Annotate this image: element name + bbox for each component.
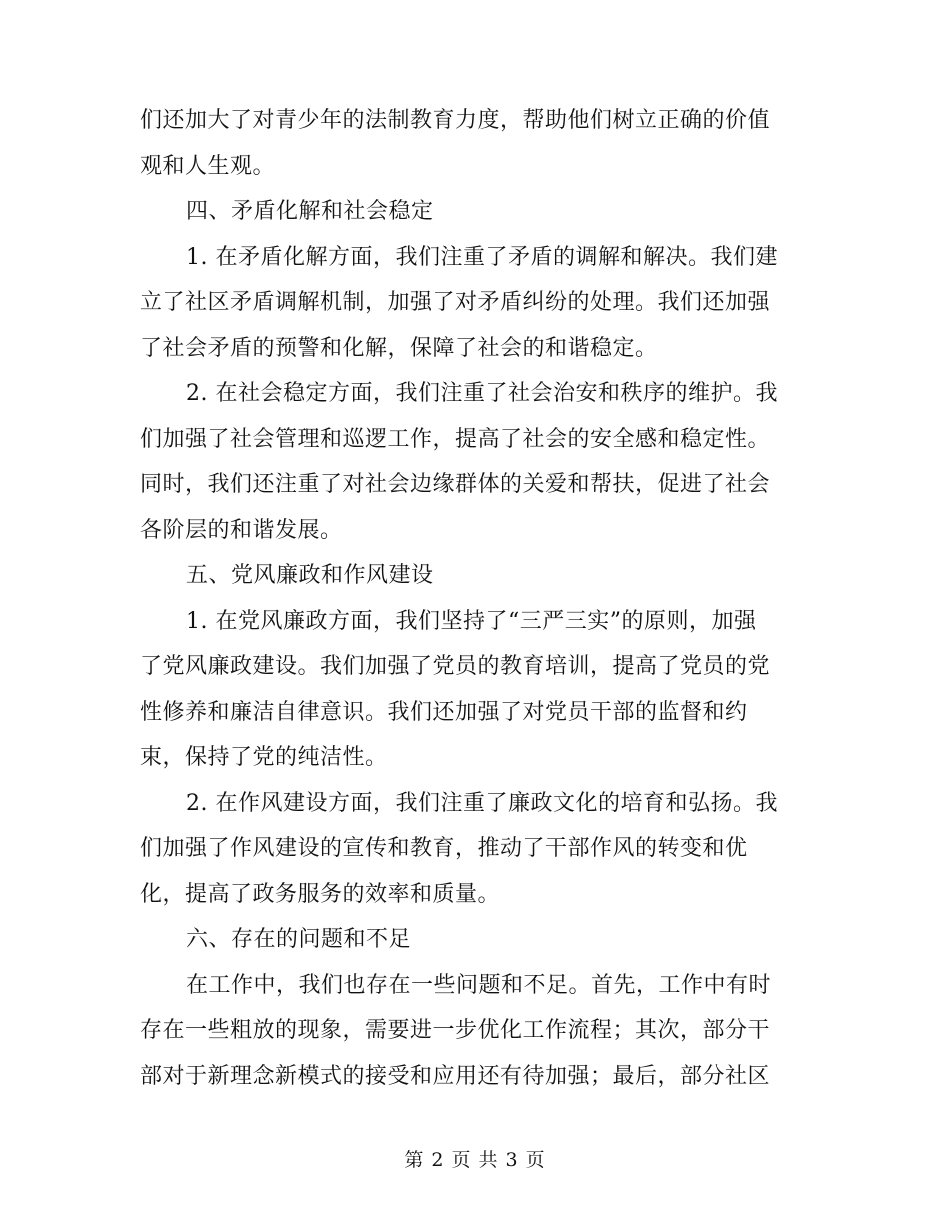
text-line: 六、存在的问题和不足 bbox=[186, 927, 412, 952]
text-line: 们加强了社会管理和巡逻工作，提高了社会的安全感和稳定性。 bbox=[140, 426, 771, 452]
text-line: 同时，我们还注重了对社会边缘群体的关爱和帮扶，促进了社会 bbox=[140, 472, 771, 497]
text-line: 1. 在党风廉政方面，我们坚持了“三严三实”的原则，加强 bbox=[186, 608, 757, 634]
text-line: 束，保持了党的纯洁性。 bbox=[140, 745, 388, 770]
text-line: 2. 在社会稳定方面，我们注重了社会治安和秩序的维护。我 bbox=[186, 381, 778, 406]
text-line: 了党风廉政建设。我们加强了党员的教育培训，提高了党员的党 bbox=[140, 654, 771, 679]
text-line: 2. 在作风建设方面，我们注重了廉政文化的培育和弘扬。我 bbox=[186, 790, 778, 816]
text-line: 们加强了作风建设的宣传和教育，推动了干部作风的转变和优 bbox=[140, 836, 748, 861]
text-line: 存在一些粗放的现象，需要进一步优化工作流程；其次，部分干 bbox=[140, 1018, 771, 1043]
text-line: 化，提高了政务服务的效率和质量。 bbox=[140, 881, 501, 907]
text-line: 四、矛盾化解和社会稳定 bbox=[186, 199, 434, 224]
text-line: 部对于新理念新模式的接受和应用还有待加强；最后，部分社区 bbox=[140, 1063, 771, 1089]
text-line: 立了社区矛盾调解机制，加强了对矛盾纠纷的处理。我们还加强 bbox=[140, 290, 771, 315]
text-line: 们还加大了对青少年的法制教育力度，帮助他们树立正确的价值 bbox=[140, 108, 771, 133]
text-line: 1. 在矛盾化解方面，我们注重了矛盾的调解和解决。我们建 bbox=[186, 244, 778, 270]
page-footer: 第 2 页 共 3 页 bbox=[404, 1149, 546, 1171]
document-body bbox=[140, 98, 812, 1099]
text-line: 性修养和廉洁自律意识。我们还加强了对党员干部的监督和约 bbox=[140, 699, 748, 725]
text-line: 在工作中，我们也存在一些问题和不足。首先，工作中有时 bbox=[186, 972, 772, 998]
text-line: 五、党风廉政和作风建设 bbox=[186, 563, 434, 588]
text-line: 观和人生观。 bbox=[140, 153, 276, 179]
text-line: 各阶层的和谐发展。 bbox=[140, 517, 343, 543]
text-line: 了社会矛盾的预警和化解，保障了社会的和谐稳定。 bbox=[140, 335, 658, 361]
